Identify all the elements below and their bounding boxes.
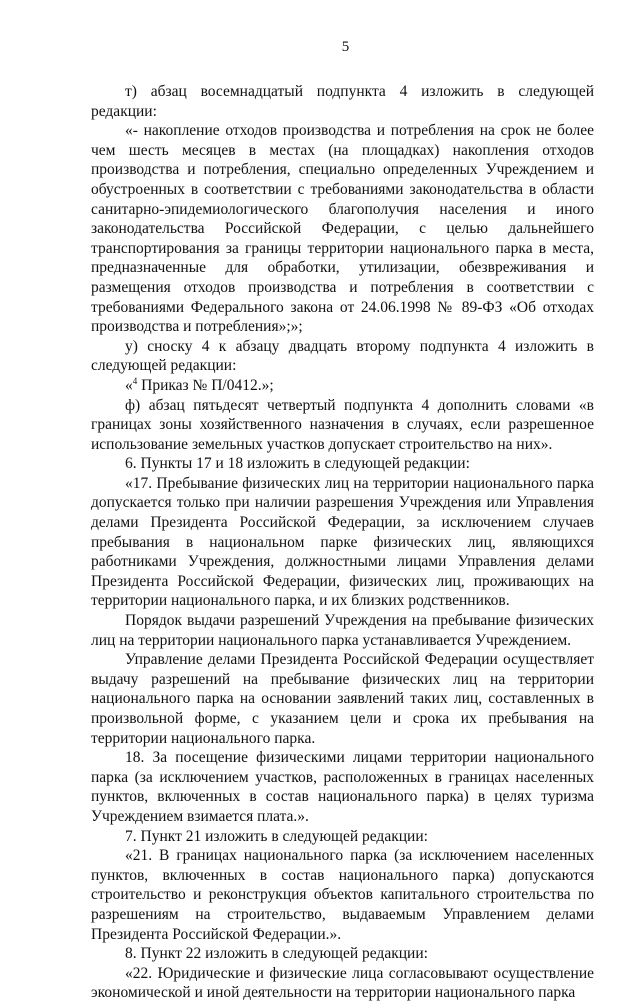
- paragraph-permits-order: Порядок выдачи разрешений Учреждения на пребывание физических лиц на территории национального парка устанавливается Учреждением.: [91, 612, 594, 649]
- paragraph-17: «17. Пребывание физических лиц на территории национального парка допускается только при наличии разрешения Учреждения или Управления делами Президента Российской Федерации, за исключением случаев пребывания в национальном парке физических лиц, являющихся работниками Учреждения, должностными лицами Управления делами Президента Российской Федерации, физических лиц, проживающих на территории национального парка, и их близких родственников.: [91, 474, 594, 610]
- paragraph-f: ф) абзац пятьдесят четвертый подпункта 4 дополнить словами «в границах зоны хозяйственного назначения в случаях, если разрешенное использование земельных участков допускает строительство на них».: [91, 396, 594, 453]
- paragraph-21: «21. В границах национального парка (за исключением населенных пунктов, включенных в состав национального парка) допускаются строительство и реконструкция объектов капитального строительства по разрешениям на строительство, выдаваемым Управлением делами Президента Российской Федерации.».: [91, 847, 594, 943]
- document-body: [91, 82, 594, 1003]
- paragraph-t: т) абзац восемнадцатый подпункта 4 изложить в следующей редакции:: [91, 83, 594, 120]
- paragraph-footnote: [91, 376, 594, 396]
- paragraph-admin-permits: Управление делами Президента Российской Федерации осуществляет выдачу разрешений на пребывание физических лиц на территории национального парка на основании заявлений таких лиц, составленных в произвольной форме, с указанием цели и срока их пребывания на территории национального парка.: [91, 651, 594, 747]
- paragraph-8: 8. Пункт 22 изложить в следующей редакции:: [125, 945, 428, 963]
- footnote-marker: 4: [132, 375, 138, 386]
- paragraph-6: 6. Пункты 17 и 18 изложить в следующей редакции:: [125, 455, 470, 473]
- paragraph-quote-waste: «- накопление отходов производства и потребления на срок не более чем шесть месяцев в местах (на площадках) накопления отходов производства и потребления, специально определенных Учреждением и обустроенных в соответствии с требованиями законодательства в области санитарно-эпидемиологического благополучия населения и иного законодательства Российской Федерации, с целью дальнейшего транспортирования за границы территории национального парка в места, предназначенные для обработки, утилизации, обезвреживания и размещения отходов производства и потребления в соответствии с требованиями Федерального закона от 24.06.1998 № 89-ФЗ «Об отходах производства и потребления»;»;: [91, 122, 594, 336]
- paragraph-7: 7. Пункт 21 изложить в следующей редакции:: [125, 827, 428, 845]
- paragraph-22: «22. Юридические и физические лица согласовывают осуществление экономической и иной деятельности на территории национального парка: [91, 964, 594, 1002]
- footnote-open-quote: «: [125, 376, 133, 394]
- paragraph-u: у) сноску 4 к абзацу двадцать второму подпункта 4 изложить в следующей редакции:: [91, 337, 594, 375]
- footnote-text: Приказ № П/0412.»;: [137, 376, 274, 394]
- page-number: 5: [341, 39, 350, 55]
- paragraph-18: 18. За посещение физическими лицами территории национального парка (за исключением участков, расположенных в границах населенных пунктов, включенных в состав национального парка) в целях туризма Учреждением взимается плата.».: [91, 749, 594, 825]
